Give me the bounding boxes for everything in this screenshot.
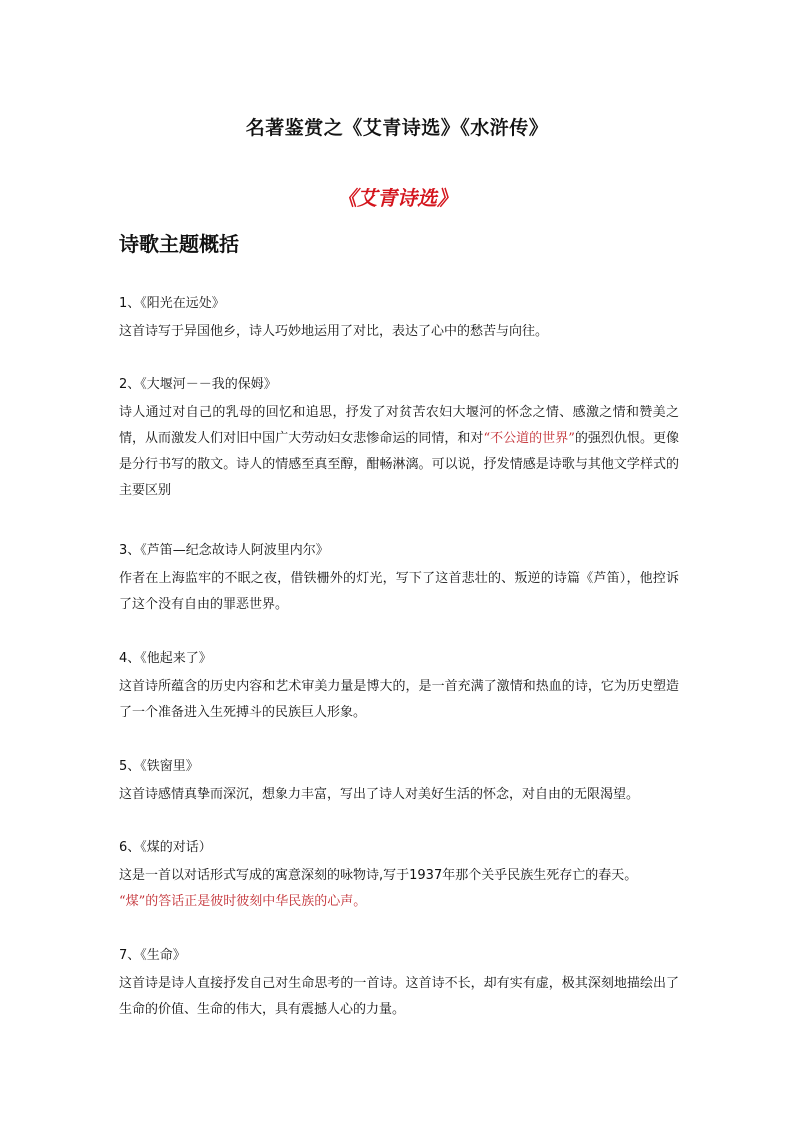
poem-entry-2 <box>119 376 679 504</box>
poem-entry-title: 7、《生命》 <box>119 948 186 963</box>
poem-entry-body <box>119 863 679 915</box>
poem-entry-body: 这首诗所蕴含的历史内容和艺术审美力量是博大的，是一首充满了激情和热血的诗，它为历史塑造了一个准备进入生死搏斗的民族巨人形象。 <box>119 679 679 720</box>
poem-entry-5 <box>119 758 679 808</box>
document-title: 名著鉴赏之《艾青诗选》《水浒传》 <box>245 117 549 139</box>
poem-entry-6 <box>119 839 679 915</box>
poem-entry-title: 4、《他起来了》 <box>119 651 212 666</box>
poem-entry-title: 6、《煤的对话） <box>119 840 212 855</box>
body-text: 诗人通过对自己的乳母的回忆和追思，抒发了对贫苦农妇大堰河的怀念之情、感激之情和赞美之情，从而激发人们对旧中国广大劳动妇女悲惨命运的同情，和对 <box>119 405 679 446</box>
poem-entry-title: 3、《芦笛—纪念故诗人阿波里内尔》 <box>119 543 329 558</box>
poem-entry-title: 1、《阳光在远处》 <box>119 296 225 311</box>
poem-entry-7 <box>119 947 679 1023</box>
poem-entry-body: 这首诗感情真挚而深沉，想象力丰富，写出了诗人对美好生活的怀念，对自由的无限渴望。 <box>119 787 640 802</box>
poem-entry-title: 5、《铁窗里》 <box>119 759 199 774</box>
body-text: 这是一首以对话形式写成的寓意深刻的咏物诗,写于1937年那个关乎民族生死存亡的春天。 <box>119 868 638 883</box>
poem-entry-3 <box>119 542 679 618</box>
body-text: 的强烈仇恨。更像是分行书写的散文。诗人的情感至真至醇，酣畅淋漓。可以说，抒发情感是诗歌与其他文学样式的主要区别 <box>119 431 679 498</box>
poem-entry-4 <box>119 650 679 726</box>
highlighted-quote: “不公道的世界” <box>483 431 575 446</box>
poem-entry-body <box>119 400 679 504</box>
section-heading: 诗歌主题概括 <box>119 232 239 256</box>
poem-entry-body: 作者在上海监牢的不眠之夜，借铁栅外的灯光，写下了这首悲壮的、叛逆的诗篇《芦笛），他控诉了这个没有自由的罪恶世界。 <box>119 571 679 612</box>
poem-entry-title: 2、《大堰河－－我的保姆》 <box>119 377 277 392</box>
book-subtitle: 《艾青诗选》 <box>337 186 457 210</box>
poem-entry-body: 这首诗写于异国他乡，诗人巧妙地运用了对比，表达了心中的愁苦与向往。 <box>119 324 549 339</box>
poem-entry-1 <box>119 295 679 345</box>
poem-entry-body: 这首诗是诗人直接抒发自己对生命思考的一首诗。这首诗不长，却有实有虚，极其深刻地描绘出了生命的价值、生命的伟大，具有震撼人心的力量。 <box>119 976 679 1017</box>
highlighted-quote: “煤”的答话正是彼时彼刻中华民族的心声。 <box>119 894 367 909</box>
